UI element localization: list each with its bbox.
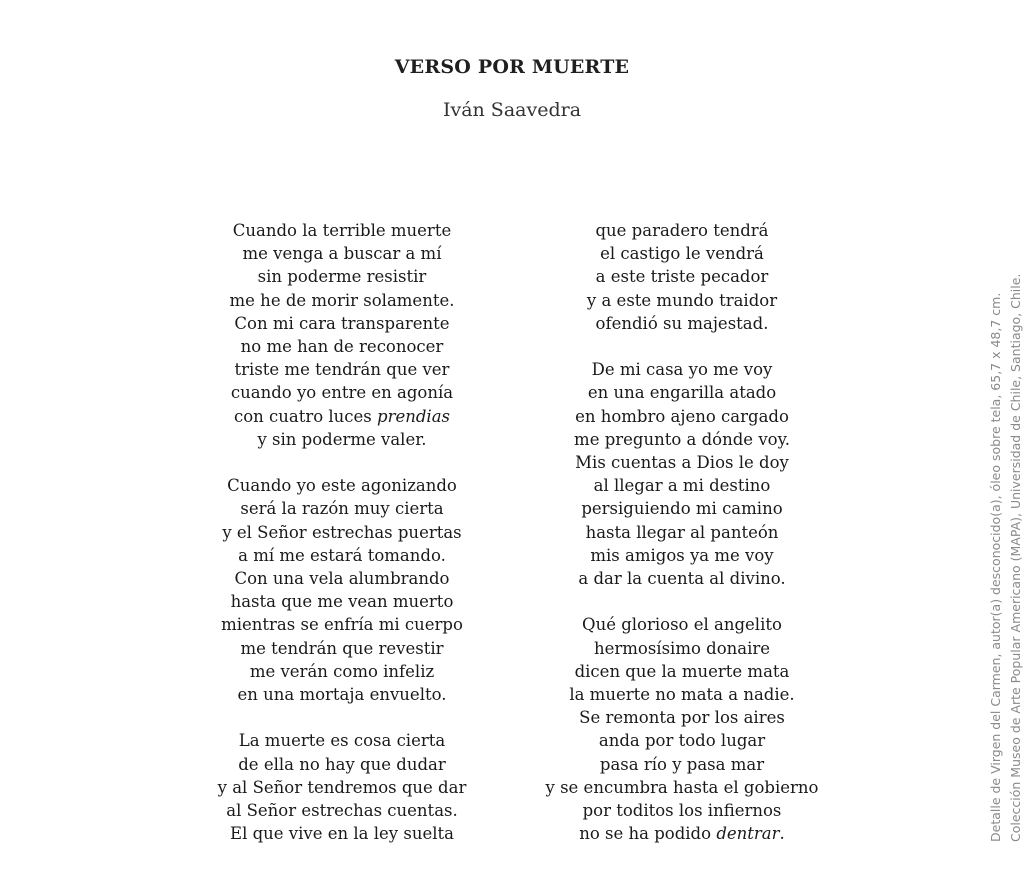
- poem-line: anda por todo lugar: [598, 731, 766, 751]
- poem-line: en una mortaja envuelto.: [237, 685, 447, 705]
- poem-line: de ella no hay que dudar: [238, 754, 446, 774]
- poem-line: me tendrán que revestir: [240, 638, 444, 658]
- italic-word: prendias: [377, 406, 451, 426]
- poem-line: no me han de reconocer: [240, 337, 444, 357]
- poem-line: y el Señor estrechas puertas: [222, 522, 462, 542]
- line-text: .: [779, 824, 785, 844]
- stanza: [492, 358, 872, 590]
- stanza: [152, 219, 532, 451]
- poem-line: la muerte no mata a nadie.: [569, 685, 795, 705]
- poem-line: ofendió su majestad.: [595, 313, 769, 333]
- poem-line: persiguiendo mi camino: [581, 499, 783, 519]
- poem-line: Mis cuentas a Dios le doy: [575, 453, 789, 473]
- stanza: [492, 613, 872, 845]
- poem-line: que paradero tendrá: [595, 221, 769, 240]
- poem-line: me pregunto a dónde voy.: [574, 429, 790, 449]
- poem-line: Con una vela alumbrando: [234, 569, 450, 589]
- poem-line: por toditos los infiernos: [582, 801, 782, 821]
- italic-word: dentrar: [716, 824, 780, 844]
- poem-line: y sin poderme valer.: [257, 429, 427, 449]
- poem-line: cuando yo entre en agonía: [230, 383, 454, 403]
- poem-line: me verán como infeliz: [249, 661, 435, 681]
- caption-line-1: Detalle de Virgen del Carmen, autor(a) desconocido(a), óleo sobre tela, 65,7 x 48,7 cm.: [988, 292, 1003, 842]
- poem-line: dicen que la muerte mata: [574, 661, 790, 681]
- poem-line: al llegar a mi destino: [593, 476, 771, 496]
- poem-line: Qué glorioso el angelito: [582, 615, 782, 635]
- stanza: [492, 219, 872, 335]
- poem-line: me he de morir solamente.: [229, 290, 455, 310]
- poem-line: hasta llegar al panteón: [585, 522, 779, 542]
- poem-line: De mi casa yo me voy: [591, 360, 773, 380]
- stanza: [152, 729, 532, 845]
- caption-line-2: Colección Museo de Arte Popular Americano (MAPA), Universidad de Chile, Santiago, Chile.: [1008, 273, 1023, 842]
- stanza: [152, 474, 532, 706]
- image-caption: [986, 232, 1024, 842]
- poem-line: pasa río y pasa mar: [599, 754, 765, 774]
- poem-line: y al Señor tendremos que dar: [217, 777, 467, 797]
- poem-line: y se encumbra hasta el gobierno: [545, 777, 819, 797]
- poem-line: Cuando yo este agonizando: [227, 476, 457, 496]
- poem-line: a este triste pecador: [595, 267, 769, 287]
- poem-title: VERSO POR MUERTE: [394, 56, 630, 78]
- poem-author: Iván Saavedra: [442, 99, 582, 121]
- poem-line: sin poderme resistir: [257, 267, 427, 287]
- poem-line: me venga a buscar a mí: [242, 244, 442, 264]
- poem-line: La muerte es cosa cierta: [238, 731, 446, 751]
- poem-line: Se remonta por los aires: [579, 708, 785, 728]
- poem-line: a dar la cuenta al divino.: [578, 569, 786, 589]
- line-text: no se ha podido: [579, 824, 717, 844]
- poem-line: [492, 822, 872, 845]
- poem-line: Con mi cara transparente: [234, 313, 450, 333]
- line-text: con cuatro luces: [233, 406, 378, 426]
- poem-column-right: [492, 219, 872, 845]
- poem-line: hasta que me vean muerto: [230, 592, 454, 612]
- poem-line: a mí me estará tomando.: [238, 545, 446, 565]
- poem-line: en una engarilla atado: [587, 383, 777, 403]
- poem-column-left: [152, 219, 532, 845]
- poem-line: al Señor estrechas cuentas.: [226, 801, 458, 821]
- poem-line: El que vive en la ley suelta: [230, 824, 454, 844]
- poem-line: [152, 405, 532, 428]
- poem-line: en hombro ajeno cargado: [575, 406, 789, 426]
- poem-line: será la razón muy cierta: [240, 499, 444, 519]
- poem-line: el castigo le vendrá: [600, 244, 764, 264]
- poem-line: mis amigos ya me voy: [590, 545, 774, 565]
- poem-line: mientras se enfría mi cuerpo: [221, 615, 463, 635]
- poem-line: hermosísimo donaire: [593, 638, 771, 658]
- poem-line: y a este mundo traidor: [586, 290, 778, 310]
- poem-line: triste me tendrán que ver: [234, 360, 450, 380]
- poem-line: Cuando la terrible muerte: [232, 221, 452, 240]
